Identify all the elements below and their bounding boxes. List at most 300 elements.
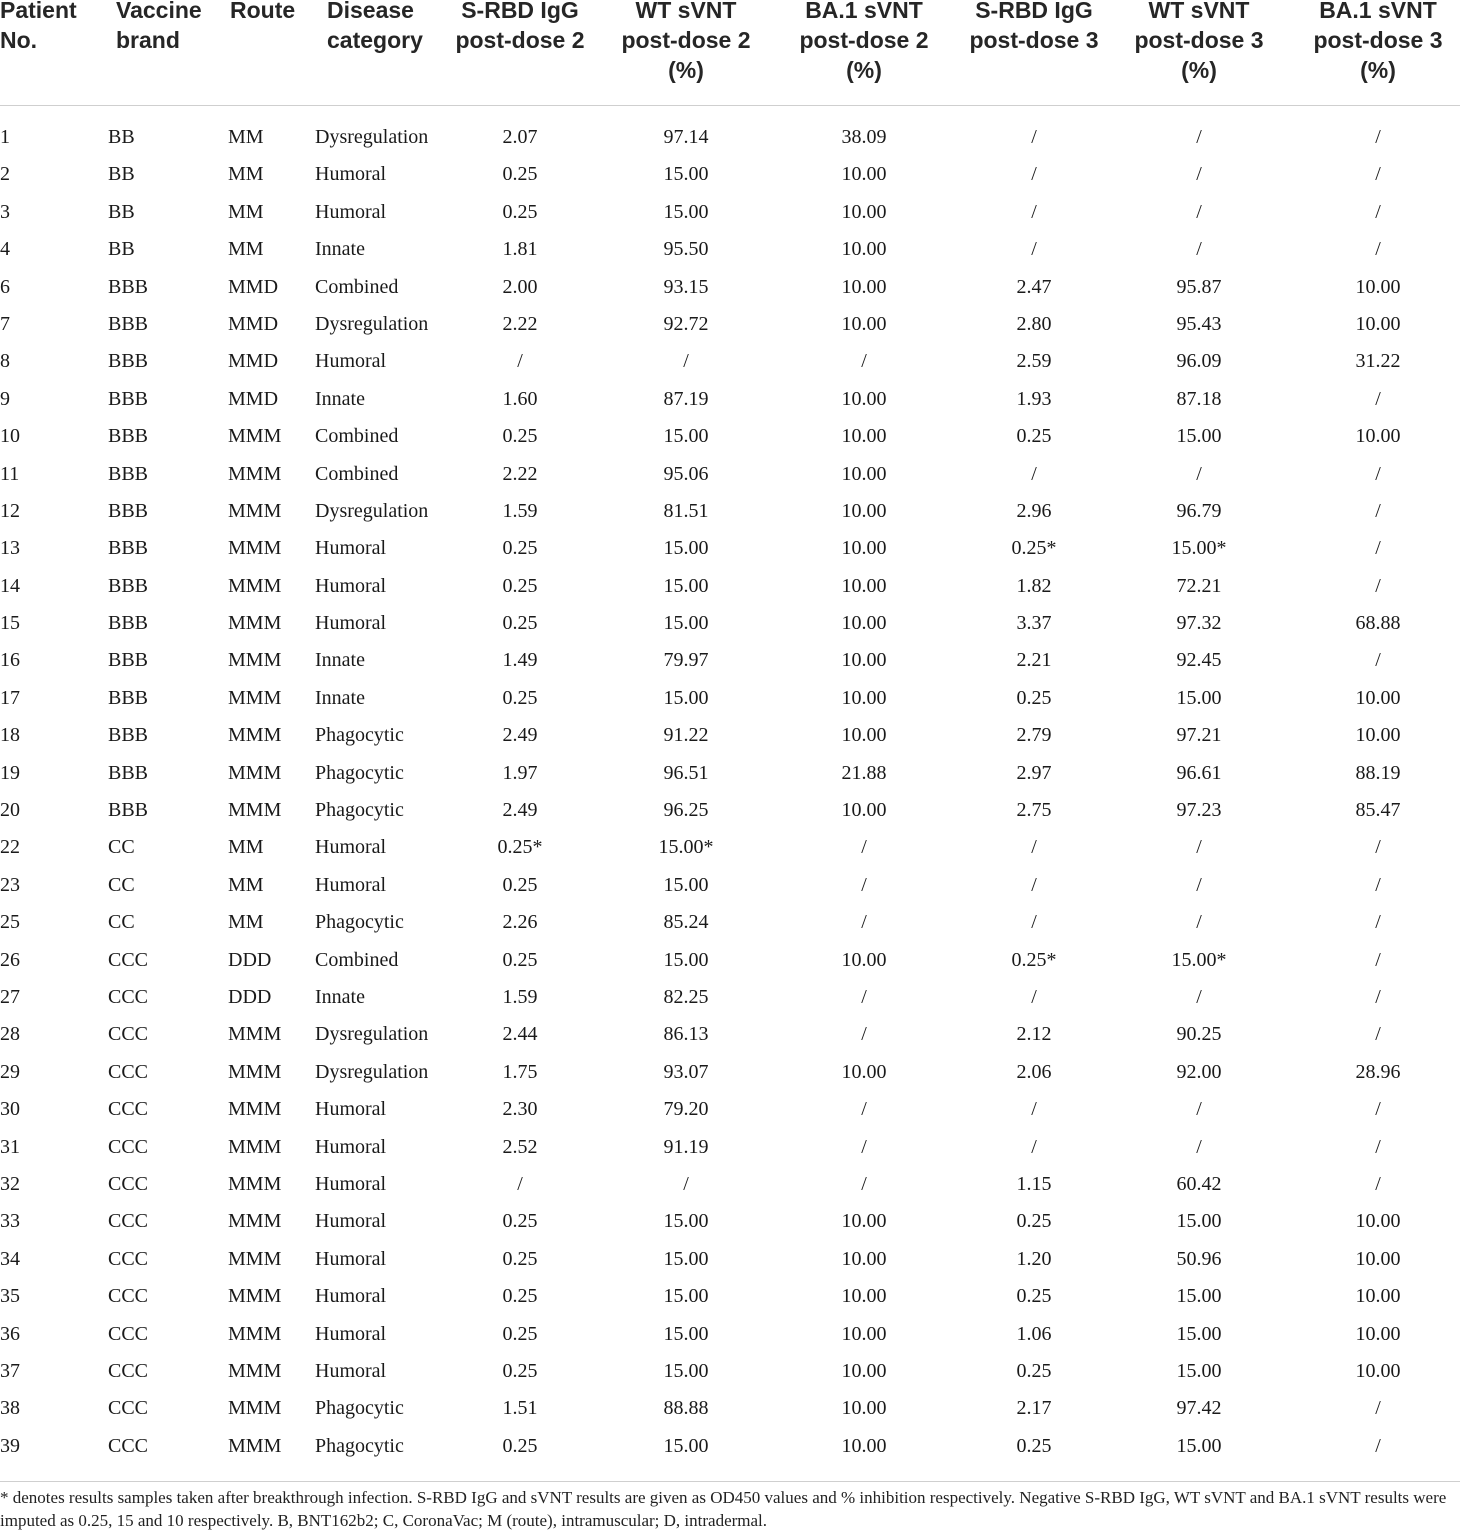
cell-ba3: 10.00 — [1355, 686, 1401, 709]
cell-brand: CCC — [108, 1285, 149, 1308]
column-header-brand: Vaccine brand — [116, 0, 202, 53]
cell-wt3: / — [1196, 238, 1202, 261]
cell-wt2: 93.15 — [663, 275, 709, 298]
cell-igg3: 2.21 — [1016, 649, 1052, 672]
cell-wt3: 90.25 — [1176, 1023, 1222, 1046]
cell-igg3: 2.59 — [1016, 350, 1052, 373]
table-row — [0, 979, 1460, 1016]
cell-route: MMM — [228, 1135, 282, 1158]
table-row — [0, 1091, 1460, 1128]
cell-patient: 4 — [0, 238, 10, 261]
cell-wt3: / — [1196, 911, 1202, 934]
cell-ba3: 88.19 — [1355, 761, 1401, 784]
cell-patient: 16 — [0, 649, 20, 672]
cell-igg3: / — [1031, 1135, 1037, 1158]
cell-category: Innate — [315, 387, 365, 410]
table-row — [0, 306, 1460, 343]
cell-ba2: 10.00 — [841, 537, 887, 560]
cell-brand: CCC — [108, 1322, 149, 1345]
cell-patient: 9 — [0, 387, 10, 410]
cell-ba2: / — [861, 1023, 867, 1046]
cell-category: Humoral — [315, 836, 387, 859]
cell-wt2: 15.00 — [663, 612, 709, 635]
cell-route: MM — [228, 911, 264, 934]
cell-igg2: 1.51 — [502, 1397, 538, 1420]
cell-patient: 36 — [0, 1322, 20, 1345]
cell-brand: CCC — [108, 1098, 149, 1121]
cell-wt2: 92.72 — [663, 312, 709, 335]
cell-category: Innate — [315, 649, 365, 672]
cell-wt3: / — [1196, 200, 1202, 223]
cell-ba3: 10.00 — [1355, 1322, 1401, 1345]
cell-brand: BBB — [108, 462, 149, 485]
cell-wt3: 15.00 — [1176, 1285, 1222, 1308]
cell-patient: 29 — [0, 1060, 20, 1083]
cell-brand: BBB — [108, 499, 149, 522]
cell-patient: 32 — [0, 1172, 20, 1195]
cell-brand: CCC — [108, 1397, 149, 1420]
cell-ba2: 10.00 — [841, 200, 887, 223]
cell-igg3: 3.37 — [1016, 612, 1052, 635]
column-header-wt3: WT sVNT post-dose 3 (%) — [1134, 0, 1264, 83]
cell-wt2: 85.24 — [663, 911, 709, 934]
cell-igg2: 0.25 — [502, 1434, 538, 1457]
cell-wt2: 93.07 — [663, 1060, 709, 1083]
cell-ba3: / — [1375, 649, 1381, 672]
column-header-category: Disease category — [327, 0, 423, 53]
cell-igg2: 2.07 — [502, 126, 538, 148]
cell-wt3: 15.00 — [1176, 1210, 1222, 1233]
cell-patient: 27 — [0, 985, 20, 1008]
cell-igg2: 0.25 — [502, 948, 538, 971]
cell-ba3: / — [1375, 574, 1381, 597]
cell-ba2: 10.00 — [841, 1397, 887, 1420]
cell-ba2: 10.00 — [841, 612, 887, 635]
cell-ba2: 21.88 — [841, 761, 887, 784]
cell-category: Humoral — [315, 1285, 387, 1308]
cell-patient: 19 — [0, 761, 20, 784]
cell-ba2: 38.09 — [841, 126, 887, 148]
cell-ba2: 10.00 — [841, 649, 887, 672]
cell-wt3: 97.23 — [1176, 799, 1222, 822]
cell-igg3: 2.75 — [1016, 799, 1052, 822]
cell-route: MMM — [228, 724, 282, 747]
cell-igg3: / — [1031, 238, 1037, 261]
cell-wt2: 15.00 — [663, 1434, 709, 1457]
cell-igg2: 0.25 — [502, 537, 538, 560]
table-row — [0, 156, 1460, 193]
table-row — [0, 717, 1460, 754]
cell-wt3: 72.21 — [1176, 574, 1222, 597]
cell-category: Humoral — [315, 1247, 387, 1270]
cell-brand: CCC — [108, 1210, 149, 1233]
cell-ba3: / — [1375, 499, 1381, 522]
cell-wt2: 15.00 — [663, 1210, 709, 1233]
cell-wt3: 15.00 — [1176, 1434, 1222, 1457]
cell-wt3: 95.87 — [1176, 275, 1222, 298]
cell-route: MM — [228, 238, 264, 261]
cell-ba2: 10.00 — [841, 1210, 887, 1233]
column-header-igg2: S-RBD IgG post-dose 2 — [455, 0, 585, 53]
cell-brand: BBB — [108, 649, 149, 672]
cell-patient: 31 — [0, 1135, 20, 1158]
cell-brand: CCC — [108, 985, 149, 1008]
cell-igg2: 1.59 — [502, 985, 538, 1008]
table-row — [0, 1129, 1460, 1166]
cell-wt2: / — [683, 1172, 689, 1195]
cell-patient: 13 — [0, 537, 20, 560]
cell-ba3: / — [1375, 1135, 1381, 1158]
cell-wt3: / — [1196, 163, 1202, 186]
cell-category: Humoral — [315, 350, 387, 373]
cell-wt2: 87.19 — [663, 387, 709, 410]
cell-igg3: / — [1031, 985, 1037, 1008]
cell-wt2: 15.00 — [663, 1359, 709, 1382]
table-row — [0, 904, 1460, 941]
cell-category: Humoral — [315, 1322, 387, 1345]
cell-category: Humoral — [315, 1135, 387, 1158]
cell-ba2: / — [861, 911, 867, 934]
table-row — [0, 942, 1460, 979]
cell-patient: 23 — [0, 873, 20, 896]
cell-wt2: 15.00 — [663, 163, 709, 186]
cell-category: Humoral — [315, 1359, 387, 1382]
cell-wt2: 82.25 — [663, 985, 709, 1008]
cell-igg2: 0.25* — [497, 836, 543, 859]
cell-patient: 8 — [0, 350, 10, 373]
cell-igg3: 2.17 — [1016, 1397, 1052, 1420]
cell-category: Dysregulation — [315, 1060, 429, 1083]
cell-patient: 26 — [0, 948, 20, 971]
cell-ba3: 10.00 — [1355, 724, 1401, 747]
cell-ba3: / — [1375, 537, 1381, 560]
cell-wt3: / — [1196, 985, 1202, 1008]
cell-wt2: 96.51 — [663, 761, 709, 784]
cell-ba3: 68.88 — [1355, 612, 1401, 635]
cell-brand: BBB — [108, 761, 149, 784]
cell-igg3: / — [1031, 462, 1037, 485]
cell-ba2: / — [861, 873, 867, 896]
table-row — [0, 792, 1460, 829]
table-row — [0, 605, 1460, 642]
cell-wt3: / — [1196, 126, 1202, 148]
cell-igg2: 2.22 — [502, 462, 538, 485]
cell-route: MMM — [228, 1397, 282, 1420]
cell-igg2: 0.25 — [502, 200, 538, 223]
cell-brand: BB — [108, 238, 135, 261]
cell-wt3: / — [1196, 873, 1202, 896]
cell-patient: 25 — [0, 911, 20, 934]
cell-route: MMD — [228, 387, 279, 410]
cell-ba2: 10.00 — [841, 799, 887, 822]
cell-brand: BBB — [108, 724, 149, 747]
cell-ba2: / — [861, 1135, 867, 1158]
cell-brand: CCC — [108, 1172, 149, 1195]
cell-patient: 33 — [0, 1210, 20, 1233]
cell-wt2: 15.00 — [663, 200, 709, 223]
table-row — [0, 231, 1460, 268]
cell-igg2: 1.59 — [502, 499, 538, 522]
cell-category: Phagocytic — [315, 799, 404, 822]
cell-route: MMM — [228, 1322, 282, 1345]
cell-wt2: 15.00 — [663, 873, 709, 896]
cell-wt3: 15.00 — [1176, 425, 1222, 448]
cell-category: Dysregulation — [315, 499, 429, 522]
cell-wt2: 79.97 — [663, 649, 709, 672]
cell-igg3: / — [1031, 836, 1037, 859]
cell-igg2: 2.22 — [502, 312, 538, 335]
cell-igg3: / — [1031, 873, 1037, 896]
cell-wt2: 97.14 — [663, 126, 709, 148]
cell-route: MMM — [228, 1172, 282, 1195]
cell-ba3: / — [1375, 387, 1381, 410]
cell-category: Humoral — [315, 1210, 387, 1233]
cell-igg3: 2.96 — [1016, 499, 1052, 522]
cell-patient: 3 — [0, 200, 10, 223]
cell-wt2: 15.00 — [663, 537, 709, 560]
cell-igg3: 1.93 — [1016, 387, 1052, 410]
cell-wt2: / — [683, 350, 689, 373]
cell-igg2: 0.25 — [502, 612, 538, 635]
cell-igg2: 0.25 — [502, 425, 538, 448]
cell-ba2: 10.00 — [841, 499, 887, 522]
cell-igg2: 0.25 — [502, 686, 538, 709]
cell-igg3: 0.25 — [1016, 1359, 1052, 1382]
cell-category: Dysregulation — [315, 1023, 429, 1046]
table-row — [0, 867, 1460, 904]
cell-igg2: 0.25 — [502, 873, 538, 896]
cell-ba2: 10.00 — [841, 312, 887, 335]
cell-ba3: / — [1375, 1098, 1381, 1121]
cell-igg2: 2.30 — [502, 1098, 538, 1121]
cell-brand: BBB — [108, 312, 149, 335]
cell-wt3: 97.21 — [1176, 724, 1222, 747]
cell-igg3: 2.06 — [1016, 1060, 1052, 1083]
cell-category: Phagocytic — [315, 1397, 404, 1420]
cell-route: MMM — [228, 1098, 282, 1121]
cell-igg3: 0.25 — [1016, 686, 1052, 709]
cell-ba3: 10.00 — [1355, 1359, 1401, 1382]
cell-ba2: 10.00 — [841, 948, 887, 971]
cell-brand: CCC — [108, 1023, 149, 1046]
cell-route: MM — [228, 126, 264, 148]
cell-igg2: 2.44 — [502, 1023, 538, 1046]
cell-igg2: 2.00 — [502, 275, 538, 298]
cell-patient: 34 — [0, 1247, 20, 1270]
cell-route: MM — [228, 163, 264, 186]
cell-igg3: 0.25* — [1011, 537, 1057, 560]
column-header-patient: Patient No. — [0, 0, 77, 53]
cell-category: Phagocytic — [315, 911, 404, 934]
cell-igg3: / — [1031, 200, 1037, 223]
cell-wt2: 15.00 — [663, 948, 709, 971]
cell-igg3: 2.80 — [1016, 312, 1052, 335]
cell-igg3: 1.15 — [1016, 1172, 1052, 1195]
cell-route: MMM — [228, 1434, 282, 1457]
cell-route: DDD — [228, 948, 272, 971]
cell-ba2: / — [861, 1098, 867, 1121]
cell-wt2: 91.22 — [663, 724, 709, 747]
cell-igg2: 1.75 — [502, 1060, 538, 1083]
cell-patient: 38 — [0, 1397, 20, 1420]
cell-patient: 17 — [0, 686, 20, 709]
cell-brand: CCC — [108, 948, 149, 971]
cell-ba3: / — [1375, 873, 1381, 896]
cell-wt2: 15.00 — [663, 425, 709, 448]
table-row — [0, 755, 1460, 792]
cell-ba3: 10.00 — [1355, 1210, 1401, 1233]
cell-wt3: / — [1196, 1098, 1202, 1121]
cell-category: Humoral — [315, 612, 387, 635]
table-row — [0, 1428, 1460, 1465]
cell-igg3: / — [1031, 911, 1037, 934]
cell-route: MMM — [228, 612, 282, 635]
cell-igg2: 1.49 — [502, 649, 538, 672]
cell-wt3: 15.00 — [1176, 686, 1222, 709]
table-row — [0, 493, 1460, 530]
cell-patient: 30 — [0, 1098, 20, 1121]
table-row — [0, 829, 1460, 866]
cell-category: Innate — [315, 238, 365, 261]
cell-route: MMM — [228, 1359, 282, 1382]
cell-wt2: 88.88 — [663, 1397, 709, 1420]
cell-igg2: 0.25 — [502, 1322, 538, 1345]
cell-wt2: 15.00 — [663, 1322, 709, 1345]
cell-ba3: / — [1375, 462, 1381, 485]
cell-igg3: 0.25 — [1016, 1434, 1052, 1457]
cell-igg3: 1.20 — [1016, 1247, 1052, 1270]
column-header-wt2: WT sVNT post-dose 2 (%) — [621, 0, 751, 83]
cell-igg2: 2.49 — [502, 724, 538, 747]
table-footnote: * denotes results samples taken after breakthrough infection. S-RBD IgG and sVNT results are given as OD450 values and % inhibition respectively. Negative S-RBD IgG, WT sVNT and BA.1 sVNT results were imputed as 0.25, 15 and 10 respectively. B, BNT162b2; C, CoronaVac; M (route), intramuscular; D, intradermal. — [0, 1481, 1460, 1532]
cell-brand: BB — [108, 163, 135, 186]
table-row — [0, 418, 1460, 455]
cell-ba2: 10.00 — [841, 1285, 887, 1308]
table-row — [0, 269, 1460, 306]
column-header-ba3: BA.1 sVNT post-dose 3 (%) — [1313, 0, 1443, 83]
cell-ba3: / — [1375, 1172, 1381, 1195]
cell-brand: BBB — [108, 425, 149, 448]
cell-wt3: 15.00* — [1171, 537, 1227, 560]
cell-patient: 14 — [0, 574, 20, 597]
table-row — [0, 456, 1460, 493]
cell-ba2: 10.00 — [841, 1322, 887, 1345]
cell-wt3: / — [1196, 836, 1202, 859]
cell-category: Combined — [315, 462, 399, 485]
cell-ba3: 85.47 — [1355, 799, 1401, 822]
table-row — [0, 194, 1460, 231]
cell-wt2: 96.25 — [663, 799, 709, 822]
cell-category: Phagocytic — [315, 724, 404, 747]
cell-brand: BB — [108, 126, 135, 148]
cell-wt3: 15.00* — [1171, 948, 1227, 971]
table-row — [0, 1166, 1460, 1203]
cell-ba3: / — [1375, 948, 1381, 971]
cell-patient: 10 — [0, 425, 20, 448]
cell-category: Phagocytic — [315, 1434, 404, 1457]
cell-category: Humoral — [315, 163, 387, 186]
cell-ba3: / — [1375, 1397, 1381, 1420]
cell-ba2: 10.00 — [841, 275, 887, 298]
cell-igg3: 2.47 — [1016, 275, 1052, 298]
table-row — [0, 1054, 1460, 1091]
cell-igg2: / — [517, 1172, 523, 1195]
cell-route: MMM — [228, 425, 282, 448]
table-body — [0, 119, 1460, 1465]
table-row — [0, 381, 1460, 418]
cell-wt3: 15.00 — [1176, 1322, 1222, 1345]
cell-ba3: / — [1375, 200, 1381, 223]
cell-wt2: 15.00 — [663, 1247, 709, 1270]
table-row — [0, 343, 1460, 380]
cell-wt2: 86.13 — [663, 1023, 709, 1046]
cell-patient: 18 — [0, 724, 20, 747]
cell-igg2: 1.81 — [502, 238, 538, 261]
cell-ba2: 10.00 — [841, 425, 887, 448]
cell-brand: BBB — [108, 686, 149, 709]
cell-wt2: 15.00 — [663, 574, 709, 597]
cell-category: Combined — [315, 275, 399, 298]
cell-ba3: / — [1375, 126, 1381, 148]
cell-category: Humoral — [315, 200, 387, 223]
cell-brand: CCC — [108, 1060, 149, 1083]
cell-category: Dysregulation — [315, 312, 429, 335]
cell-ba3: 31.22 — [1355, 350, 1401, 373]
cell-route: MMM — [228, 537, 282, 560]
cell-patient: 7 — [0, 312, 10, 335]
cell-wt3: 15.00 — [1176, 1359, 1222, 1382]
cell-wt3: 96.61 — [1176, 761, 1222, 784]
cell-igg2: 1.97 — [502, 761, 538, 784]
cell-brand: CC — [108, 836, 135, 859]
cell-route: MMM — [228, 462, 282, 485]
column-header-ba2: BA.1 sVNT post-dose 2 (%) — [799, 0, 929, 83]
cell-igg2: 2.26 — [502, 911, 538, 934]
cell-ba3: 10.00 — [1355, 275, 1401, 298]
cell-patient: 37 — [0, 1359, 20, 1382]
cell-category: Innate — [315, 686, 365, 709]
cell-igg3: / — [1031, 1098, 1037, 1121]
cell-category: Humoral — [315, 574, 387, 597]
table-row — [0, 1278, 1460, 1315]
cell-patient: 20 — [0, 799, 20, 822]
cell-wt3: 87.18 — [1176, 387, 1222, 410]
column-header-route: Route — [230, 0, 296, 23]
cell-igg2: 0.25 — [502, 1285, 538, 1308]
cell-category: Phagocytic — [315, 761, 404, 784]
cell-ba2: 10.00 — [841, 1434, 887, 1457]
cell-brand: BBB — [108, 612, 149, 635]
cell-igg2: / — [517, 350, 523, 373]
cell-wt2: 79.20 — [663, 1098, 709, 1121]
cell-ba3: 28.96 — [1355, 1060, 1401, 1083]
cell-brand: BBB — [108, 387, 149, 410]
cell-brand: CC — [108, 911, 135, 934]
cell-category: Combined — [315, 948, 399, 971]
cell-igg3: 2.79 — [1016, 724, 1052, 747]
cell-ba3: 10.00 — [1355, 1285, 1401, 1308]
cell-ba3: / — [1375, 1023, 1381, 1046]
cell-igg2: 0.25 — [502, 1210, 538, 1233]
cell-ba2: 10.00 — [841, 387, 887, 410]
cell-ba3: / — [1375, 836, 1381, 859]
cell-wt3: 96.09 — [1176, 350, 1222, 373]
cell-wt2: 15.00* — [658, 836, 714, 859]
cell-brand: BB — [108, 200, 135, 223]
table-row — [0, 1353, 1460, 1390]
cell-wt3: / — [1196, 1135, 1202, 1158]
cell-ba3: / — [1375, 1434, 1381, 1457]
